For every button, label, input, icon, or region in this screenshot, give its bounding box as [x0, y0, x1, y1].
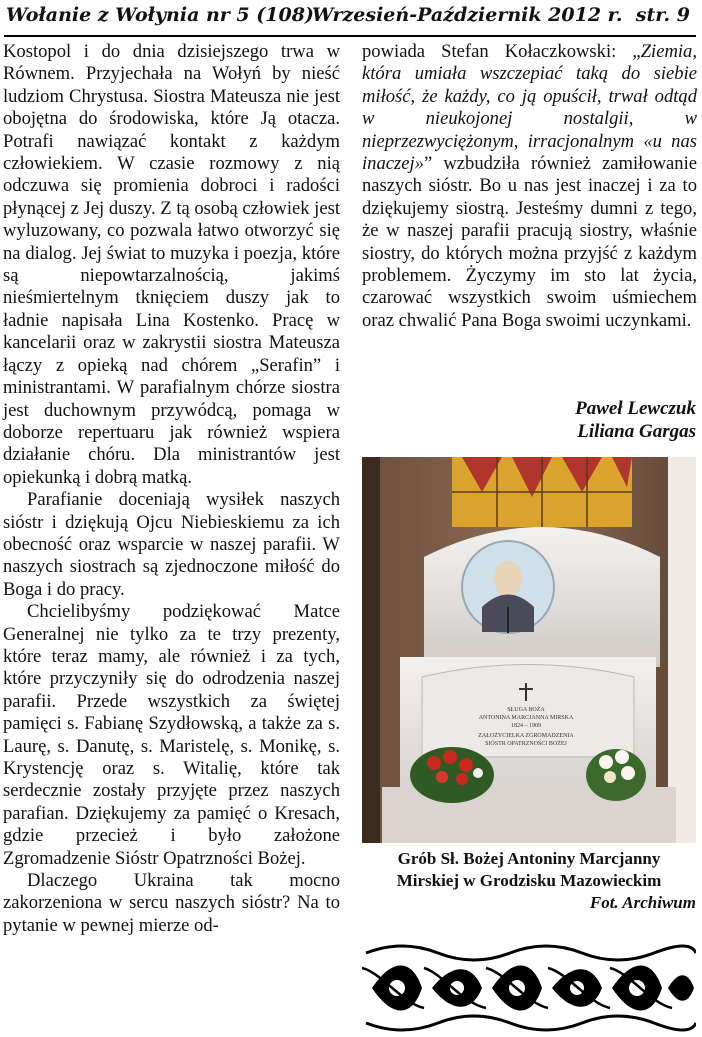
decorative-border-icon — [362, 943, 696, 1033]
paragraph: Dlaczego Ukraina tak mocno zakorzeniona w sercu naszych sióstr? Na to pytanie w pewnej mierze od- — [3, 870, 340, 936]
inscription-line: SŁUGA BOŻA — [507, 707, 545, 713]
author-name: Paweł Lewczuk — [575, 398, 696, 419]
quote-intro: powiada Stefan Kołaczkowski: „ — [362, 41, 641, 62]
author-name: Liliana Gargas — [577, 421, 696, 442]
paragraph: Kostopol i do dnia dzisiejszego trwa w Równem. Przyjechała na Wołyń by nieść ludziom Chrystusa. Siostra Mateusza nie jest obojętna do środowiska, które Ją otacza. Potrafi nawiązać kontakt z każdym człowiekiem. W czasie rozmowy z nią odczuwa się promienia dobroci i radości płynącej z Jej duszy. Z tą osobą człowiek jest wyluzowany, co pozwala łatwo otworzyć się na dialog. Jej świat to muzyka i poezja, które są niepowtarzalnością, jakimś nieśmiertelnym tknięciem duszy jak to ładnie napisała Lina Kostenko. Pracę w kancelarii oraz w zakrystii siostra Mateusza łączy z opieką nad chórem „Serafin” i ministrantami. W parafialnym chórze siostra jest duchownym przywódcą, pomaga w doborze repertuaru jak również wspiera działanie chóru. Dla ministrantów jest opiekunką i dobrą matką. — [3, 41, 340, 488]
inscription-line: 1824 – 1909 — [511, 723, 541, 729]
header-rule — [4, 35, 696, 37]
inscription-line: ANTONINA MARCJANNA MIRSKA — [478, 715, 574, 721]
tomb-photo — [362, 457, 696, 843]
authors — [362, 397, 696, 443]
right-column — [362, 41, 697, 332]
paragraph — [362, 41, 697, 332]
journal-title: Wołanie z Wołynia nr 5 (108) — [6, 4, 314, 26]
inscription-line: ZAŁOŻYCIELKA ZGROMADZENIA — [478, 733, 574, 739]
page-number: str. 9 — [635, 4, 690, 26]
quote-text: Ziemia, która umiała wszczepiać taką do siebie miłość, że każdy, co ją opuścił, trwał odtąd w nieukojonej nostalgii, w nieprzezwyciężonym, irracjonalnym «u nas inaczej» — [362, 41, 697, 175]
left-column — [3, 41, 340, 937]
photo-credit: Fot. Archiwum — [589, 893, 696, 912]
quote-rest: ” wzbudziła również zamiłowanie naszych sióstr. Bo u nas jest inaczej i za to dziękujemy siostrą. Jesteśmy dumni z tego, że w naszej parafii pracują siostry, właśnie siostry, do których można przyjść z każdym problemem. Życzymy im sto lat życia, czarować wszystkich swoim uśmiechem oraz chwalić Pana Boga swoimi uczynkami. — [362, 153, 697, 331]
caption-line: Grób Sł. Bożej Antoniny Marcjanny — [397, 849, 661, 868]
caption-line: Mirskiej w Grodzisku Mazowieckim — [396, 871, 662, 890]
page-header — [0, 0, 702, 34]
flowers-right — [586, 749, 646, 801]
paragraph: Parafianie doceniają wysiłek naszych sióstr i dziękują Ojcu Niebieskiemu za ich obecność oraz wsparcie w naszej parafii. W naszych siostrach są zjednoczone miłość do Boga i do pracy. — [3, 489, 340, 600]
flowers-left — [410, 747, 494, 803]
issue-date: Wrzesień-Październik 2012 r. — [312, 4, 623, 26]
inscription-line: SIÓSTR OPATRZNOŚCI BOŻEJ — [485, 741, 567, 747]
paragraph: Chcielibyśmy podziękować Matce Generalnej nie tylko za te trzy prezenty, które teraz mamy, ale również i za tych, które przyczyniły się do odrodzenia naszej parafii. Przede wszystkich za świętej pamięci s. Fabianę Szydłowską, a także za s. Laurę, s. Danutę, s. Maristelę, s. Monikę, s. Krystencję oraz s. Witalię, które tak serdecznie zostały przyjęte przez naszych parafian. Dziękujemy za pamięć o Kresach, gdzie przecież i było założone Zgromadzenie Sióstr Opatrzności Bożej. — [3, 601, 340, 869]
photo-caption — [362, 848, 696, 914]
